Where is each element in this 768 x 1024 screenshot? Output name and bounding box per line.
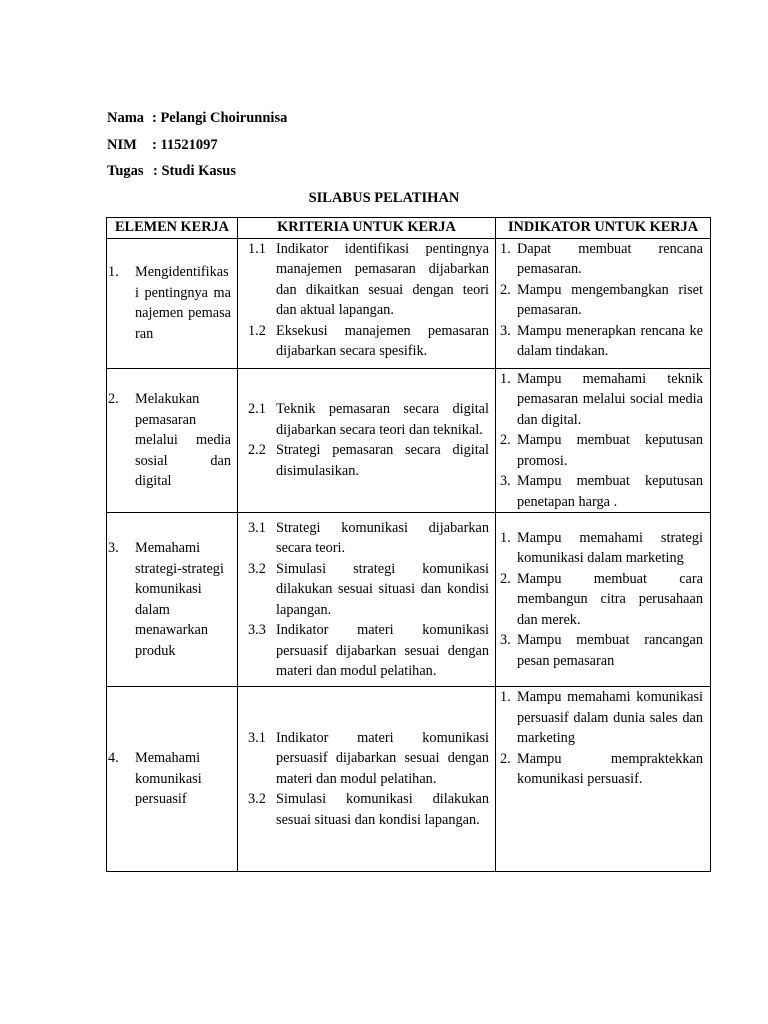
indicator-item: [500, 471, 703, 512]
indicator-text: Dapat membuat rencana pemasaran.: [517, 240, 703, 277]
document-title: SILABUS PELATIHAN: [308, 190, 460, 206]
criteria-number: 2.2: [248, 442, 266, 459]
indicator-item: [500, 687, 703, 749]
indicator-number: 1.: [500, 529, 511, 546]
nim-row: [107, 137, 287, 164]
nim-value: : 11521097: [152, 136, 218, 153]
criteria-number-wrap: [238, 518, 276, 559]
criteria-item: [238, 399, 489, 440]
criteria-list: [238, 239, 495, 362]
indicator-item: [500, 430, 703, 471]
name-value: : Pelangi Choirunnisa: [152, 110, 288, 126]
criteria-item: [238, 789, 489, 830]
indicator-number: 2.: [500, 432, 511, 448]
indicator-number: 2.: [500, 281, 511, 298]
criteria-list: [238, 518, 495, 682]
criteria-number: 3.1: [248, 519, 266, 536]
criteria-cell: [238, 687, 496, 872]
header-kriteria-untuk-kerja: KRITERIA UNTUK KERJA: [238, 218, 496, 239]
indicator-number: 3.: [500, 322, 511, 339]
criteria-text: Indikator materi komunikasi persuasif dijabarkan sesuai dengan materi dan modul pelatihan.: [276, 729, 489, 787]
element-text: Memahami komunikasi persuasif: [135, 750, 202, 808]
indicator-number: 3.: [500, 632, 511, 649]
nim-label: NIM: [107, 136, 137, 153]
indicator-item: [500, 239, 703, 280]
element-text: Melakukan pemasaran melalui media sosial dan digital: [135, 391, 231, 489]
indicator-cell: [496, 238, 711, 368]
element-item: [107, 748, 237, 810]
criteria-text: Strategi komunikasi dijabarkan secara teori.: [276, 519, 489, 556]
criteria-number: 1.2: [248, 322, 266, 339]
criteria-number-wrap: [238, 789, 276, 830]
criteria-number: 3.1: [248, 729, 266, 746]
indicator-text: Mampu membuat rancangan pesan pemasaran: [517, 632, 703, 669]
element-number: 3.: [108, 540, 119, 556]
table-header-row: [107, 218, 711, 239]
indicator-number: 1.: [500, 689, 511, 705]
element-number: 1.: [108, 264, 119, 280]
criteria-text: Eksekusi manajemen pemasaran dijabarkan secara spesifik.: [276, 322, 489, 359]
criteria-number-wrap: [238, 239, 276, 321]
criteria-item: [238, 440, 489, 481]
criteria-cell: [238, 513, 496, 687]
indicator-item: [500, 321, 703, 362]
element-item: [107, 538, 237, 661]
criteria-number-wrap: [238, 559, 276, 621]
student-info: [107, 110, 287, 190]
criteria-cell: [238, 238, 496, 368]
criteria-item: [238, 239, 489, 321]
element-item: [107, 389, 237, 492]
indicator-number: 3.: [500, 473, 511, 489]
criteria-text: Simulasi strategi komunikasi dilakukan sesuai situasi dan kondisi lapangan.: [276, 560, 489, 618]
header-indikator-untuk-kerja: INDIKATOR UNTUK KERJA: [496, 218, 711, 239]
criteria-item: [238, 559, 489, 621]
header-elemen-kerja: ELEMEN KERJA: [107, 218, 238, 239]
indicator-item: [500, 280, 703, 321]
indicator-item: [500, 630, 703, 671]
indicator-number: 2.: [500, 570, 511, 587]
indicator-text: Mampu memahami strategi komunikasi dalam marketing: [517, 529, 703, 567]
indicator-cell: [496, 368, 711, 513]
element-text: Memahami strategi-strategi komunikasi dalam menawarkan produk: [135, 540, 224, 659]
criteria-item: [238, 620, 489, 682]
indicator-cell: [496, 513, 711, 687]
criteria-number-wrap: [238, 728, 276, 790]
indicator-list: [496, 687, 710, 790]
criteria-text: Indikator identifikasi pentingnya manajemen pemasaran dijabarkan dan dikaitkan sesuai dengan teori dan aktual lapangan.: [276, 240, 489, 318]
syllabus-table: [106, 217, 711, 872]
indicator-text: Mampu membuat keputusan penetapan harga .: [517, 473, 703, 510]
criteria-item: [238, 728, 489, 790]
element-text: Mengidentifikasi pentingnya manajemen pemasaran: [135, 264, 231, 342]
criteria-list: [238, 728, 495, 831]
criteria-number-wrap: [238, 440, 276, 481]
criteria-text: Strategi pemasaran secara digital disimulasikan.: [276, 442, 489, 479]
criteria-text: Teknik pemasaran secara digital dijabarkan secara teori dan teknikal.: [276, 401, 489, 438]
indicator-item: [500, 528, 703, 569]
criteria-number-wrap: [238, 321, 276, 362]
criteria-number: 3.3: [248, 622, 266, 638]
indicator-list: [496, 369, 710, 513]
criteria-number: 1.1: [248, 240, 266, 257]
indicator-list: [496, 528, 710, 672]
name-label: Nama: [107, 110, 145, 126]
criteria-text: Indikator materi komunikasi persuasif dijabarkan sesuai dengan materi dan modul pelatihan.: [276, 622, 489, 679]
criteria-number-wrap: [238, 620, 276, 682]
indicator-text: Mampu memahami komunikasi persuasif dalam dunia sales dan marketing: [517, 689, 703, 746]
indicator-number: 1.: [500, 370, 511, 387]
element-cell: [107, 687, 238, 872]
indicator-text: Mampu mengembangkan riset pemasaran.: [517, 281, 703, 318]
table-row: [107, 687, 711, 872]
indicator-cell: [496, 687, 711, 872]
indicator-text: Mampu membuat cara membangun citra perusahaan dan merek.: [517, 570, 703, 628]
indicator-text: Mampu menerapkan rencana ke dalam tindakan.: [517, 322, 703, 359]
criteria-number-wrap: [238, 399, 276, 440]
criteria-number: 3.2: [248, 560, 266, 577]
element-cell: [107, 368, 238, 513]
criteria-item: [238, 518, 489, 559]
task-value: : Studi Kasus: [153, 163, 237, 179]
element-cell: [107, 513, 238, 687]
element-item: [107, 262, 237, 344]
indicator-text: Mampu mempraktekkan komunikasi persuasif.: [517, 750, 703, 787]
table-row: [107, 513, 711, 687]
criteria-number: 2.1: [248, 401, 266, 418]
indicator-item: [500, 369, 703, 431]
table-row: [107, 238, 711, 368]
element-number: 2.: [108, 391, 119, 407]
indicator-number: 1.: [500, 240, 511, 257]
element-number: 4.: [108, 750, 119, 767]
criteria-cell: [238, 368, 496, 513]
criteria-text: Simulasi komunikasi dilakukan sesuai situasi dan kondisi lapangan.: [276, 791, 489, 828]
task-label: Tugas: [107, 163, 144, 179]
indicator-text: Mampu memahami teknik pemasaran melalui social media dan digital.: [517, 370, 703, 428]
element-cell: [107, 238, 238, 368]
indicator-item: [500, 569, 703, 631]
indicator-item: [500, 749, 703, 790]
criteria-item: [238, 321, 489, 362]
table-row: [107, 368, 711, 513]
criteria-list: [238, 399, 495, 481]
indicator-number: 2.: [500, 750, 511, 767]
criteria-number: 3.2: [248, 791, 266, 808]
indicator-list: [496, 239, 710, 362]
name-row: [107, 110, 287, 137]
indicator-text: Mampu membuat keputusan promosi.: [517, 432, 703, 469]
task-row: [107, 163, 287, 190]
